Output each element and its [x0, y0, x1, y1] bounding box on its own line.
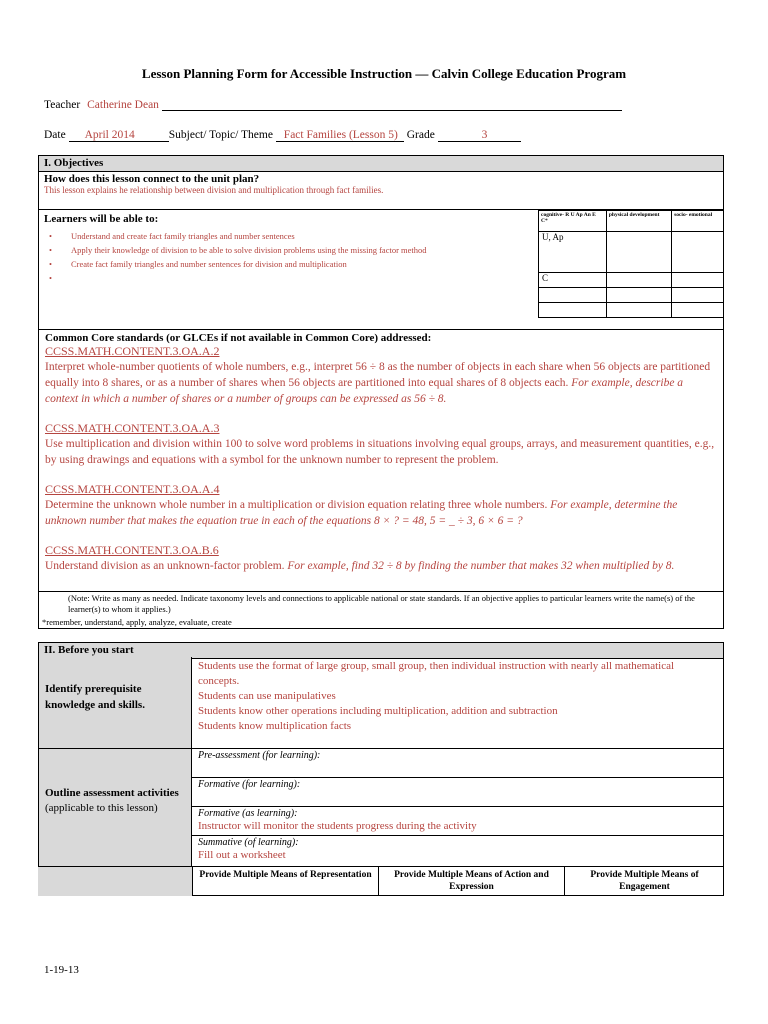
standard-example: For example, describe a context in which a number of shares or a number of groups can be expressed as 56 ÷ 8.	[45, 377, 684, 405]
taxonomy-table	[538, 210, 724, 318]
assessment-type-label: Pre-assessment (for learning):	[198, 750, 321, 761]
udl-header-engagement: Provide Multiple Means of Engagement	[590, 870, 699, 892]
udl-header-action-expression: Provide Multiple Means of Action and Expression	[379, 867, 565, 896]
date-row	[44, 128, 521, 142]
taxonomy-cell[interactable]	[606, 303, 671, 318]
grade-value[interactable]: 3	[481, 129, 488, 141]
standards-heading: Common Core standards (or GLCEs if not available in Common Core) addressed:	[45, 332, 432, 344]
teacher-value[interactable]: Catherine Dean	[87, 99, 159, 111]
prereq-item[interactable]: Students know multiplication facts	[198, 720, 352, 732]
taxonomy-cell[interactable]	[606, 288, 671, 303]
subject-label: Subject/ Topic/ Theme	[168, 129, 273, 141]
assessment-sublabel: (applicable to this lesson)	[45, 802, 158, 814]
taxonomy-cell[interactable]	[672, 303, 724, 318]
learners-heading: Learners will be able to:	[44, 213, 159, 225]
standard-item	[45, 421, 717, 468]
udl-header-row	[38, 866, 724, 896]
footer-date: 1-19-13	[44, 964, 79, 976]
assessment-row[interactable]	[192, 807, 724, 836]
standard-item	[45, 482, 717, 529]
taxonomy-cell[interactable]	[672, 273, 724, 288]
standard-example: For example, determine the unknown number that makes the equation true in each of the equations 8 × ? = 48, 5 = _ ÷ 3, 6 × 6 = ?	[45, 499, 678, 527]
learner-objective-item[interactable]: • Understand and create fact family triangles and number sentences	[39, 229, 723, 243]
assessment-type-label: Formative (for learning):	[198, 779, 301, 790]
taxonomy-cell[interactable]	[539, 303, 607, 318]
standard-link[interactable]: CCSS.MATH.CONTENT.3.OA.A.2	[45, 344, 220, 358]
note-text: (Note: Write as many as needed. Indicate taxonomy levels and connections to applicable national or state standards. If an objective applies to particular learners write the name(s) of the learner(s) to whom it applies.)	[68, 593, 695, 614]
assessment-label: Outline assessment activities	[45, 787, 179, 799]
teacher-underline	[162, 97, 622, 111]
before-start-header: II. Before you start	[39, 643, 723, 659]
standard-text: Use multiplication and division within 100 to solve word problems in situations involving equal groups, arrays, and measurement quantities, e.g., by using drawings and equations with a symbol for the unknown number to represent the problem.	[45, 438, 715, 466]
assessment-type-label: Summative (of learning):	[198, 837, 299, 848]
standard-link[interactable]: CCSS.MATH.CONTENT.3.OA.A.4	[45, 482, 220, 496]
subject-value[interactable]: Fact Families (Lesson 5)	[283, 129, 398, 141]
prereq-content-cell	[192, 657, 724, 749]
objectives-header: I. Objectives	[39, 156, 723, 172]
teacher-row	[44, 97, 622, 111]
unit-question: How does this lesson connect to the unit plan?	[44, 173, 260, 185]
taxonomy-header-cognitive: cognitive- R U Ap An E C*	[539, 211, 607, 232]
page-title: Lesson Planning Form for Accessible Instruction — Calvin College Education Program	[141, 66, 627, 81]
taxonomy-cell[interactable]	[672, 288, 724, 303]
unit-connection	[39, 172, 723, 210]
taxonomy-cell[interactable]	[672, 232, 724, 273]
assessment-row[interactable]	[192, 778, 724, 807]
taxonomy-cell[interactable]	[606, 273, 671, 288]
taxonomy-header-physical: physical development	[606, 211, 671, 232]
taxonomy-key: *remember, understand, apply, analyze, evaluate, create	[42, 617, 232, 627]
udl-header-representation: Provide Multiple Means of Representation	[193, 867, 379, 896]
standard-text: Interpret whole-number quotients of whole numbers, e.g., interpret 56 ÷ 8 as the number of objects in each share when 56 objects are partitioned equally into 8 shares, or as a number of shares when 56 objects are partitioned into equal shares of 8 objects each.	[45, 361, 711, 389]
date-label: Date	[44, 129, 66, 141]
prereq-label-cell	[38, 657, 192, 749]
standard-item	[45, 543, 717, 574]
standard-link[interactable]: CCSS.MATH.CONTENT.3.OA.B.6	[45, 543, 219, 557]
learner-objective-item[interactable]: • Apply their knowledge of division to be able to solve division problems using the missing factor method	[39, 243, 723, 257]
unit-answer[interactable]: This lesson explains he relationship between division and multiplication through fact families.	[44, 185, 384, 195]
learner-objective-item[interactable]: • Create fact family triangles and number sentences for division and multiplication	[39, 257, 723, 271]
taxonomy-cell[interactable]: U, Ap	[539, 232, 607, 273]
standard-link[interactable]: CCSS.MATH.CONTENT.3.OA.A.3	[45, 421, 220, 435]
note-block	[38, 591, 724, 629]
standard-text: Determine the unknown whole number in a multiplication or division equation relating three whole numbers.	[45, 499, 548, 511]
assessment-row[interactable]	[192, 836, 724, 866]
assessment-value[interactable]: Fill out a worksheet	[198, 849, 286, 861]
grade-label: Grade	[406, 129, 435, 141]
prereq-label: Identify prerequisite knowledge and skills.	[45, 683, 145, 711]
prereq-item[interactable]: Students know other operations including multiplication, addition and subtraction	[198, 705, 558, 717]
standards-block	[39, 330, 723, 576]
teacher-label: Teacher	[44, 99, 81, 111]
standard-example: For example, find 32 ÷ 8 by finding the number that makes 32 when multiplied by 8.	[287, 560, 675, 572]
prereq-item[interactable]: Students can use manipulatives	[198, 690, 336, 702]
assessment-value[interactable]: Instructor will monitor the students progress during the activity	[198, 820, 477, 832]
taxonomy-cell[interactable]: C	[539, 273, 607, 288]
assessment-label-cell	[38, 749, 192, 866]
prereq-item[interactable]: Students use the format of large group, small group, then individual instruction with nearly all mathematical concepts.	[198, 660, 675, 687]
standard-text: Understand division as an unknown-factor problem.	[45, 560, 285, 572]
taxonomy-cell[interactable]	[606, 232, 671, 273]
standard-item	[45, 344, 717, 407]
assessment-row[interactable]	[192, 749, 724, 778]
taxonomy-cell[interactable]	[539, 288, 607, 303]
taxonomy-header-socio: socio- emotional	[672, 211, 724, 232]
date-value[interactable]: April 2014	[84, 129, 135, 141]
udl-blank-cell	[38, 867, 193, 896]
assessment-type-label: Formative (as learning):	[198, 808, 298, 819]
